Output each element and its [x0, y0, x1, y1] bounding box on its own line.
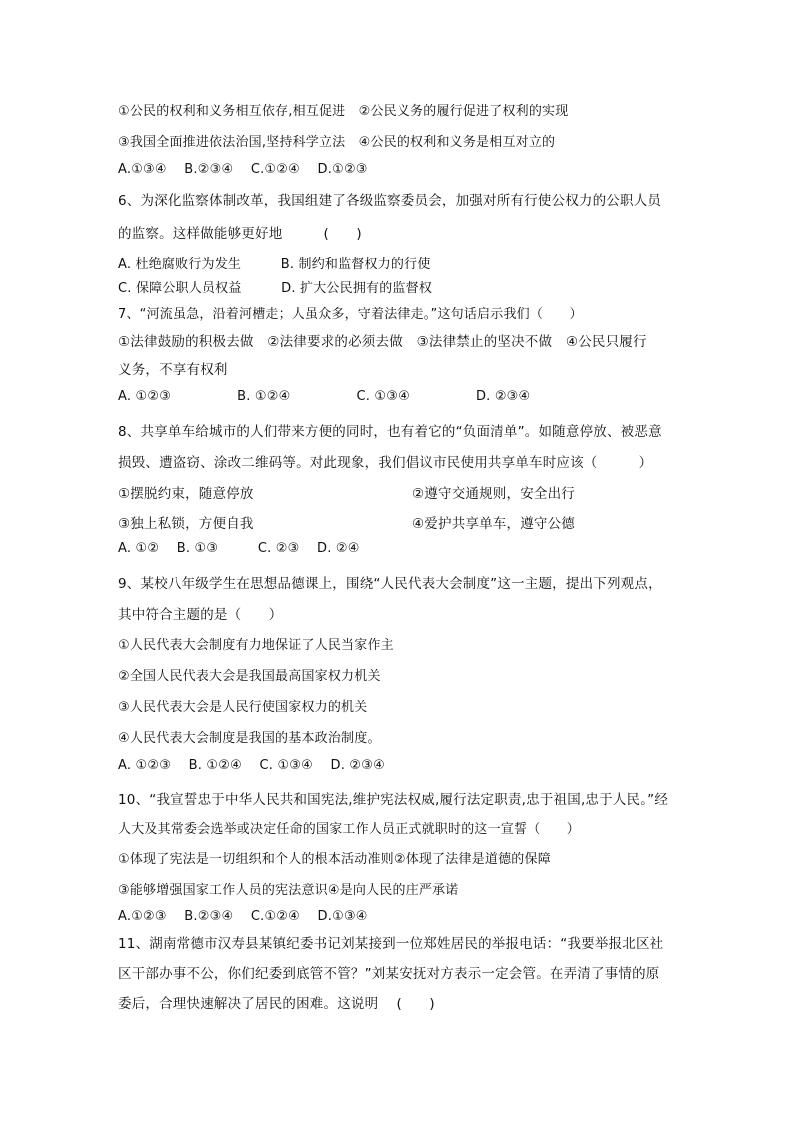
- q-choices-6-cd: C. 保障公职人员权益 D. 扩大公民拥有的监督权: [118, 281, 433, 296]
- q-option-9-4: ④人民代表大会制度是我国的基本政治制度。: [118, 731, 381, 746]
- q-options-5-2: ③我国全面推进依法治国,坚持科学立法 ④公民的权利和义务是相互对立的: [118, 135, 556, 150]
- q-option-9-3: ③人民代表大会是人民行使国家权力的机关: [118, 700, 368, 715]
- q-choices-6-ab: A. 杜绝腐败行为发生 B. 制约和监督权力的行使: [118, 257, 431, 272]
- question-10-stem-1: 10、“我宣誓忠于中华人民共和国宪法,维护宪法权威,履行法定职责,忠于祖国,忠于人民。”经: [118, 792, 669, 808]
- q-options-7-1: ①法律鼓励的积极去做 ②法律要求的必须去做 ③法律禁止的坚决不做 ④公民只履行: [118, 334, 647, 350]
- question-6-stem-2: 的监察。这样做能够更好地 ( ): [118, 226, 362, 242]
- question-7-stem: 7、“河流虽急，沿着河槽走；人虽众多，守着法律走。”这句话启示我们（ ）: [118, 307, 583, 322]
- question-11-stem-2: 区干部办事不公，你们纪委到底管不管？”刘某安抚对方表示一定会管。在弄清了事情的原: [118, 966, 660, 982]
- q-option-9-2: ②全国人民代表大会是我国最高国家权力机关: [118, 669, 381, 684]
- q-option-8-3: ③独上私锁，方便自我: [118, 516, 254, 532]
- question-11-stem-3: 委后，合理快速解决了居民的困难。这说明 ( ): [118, 996, 435, 1012]
- q-choices-7: A. ①②③ B. ①②④ C. ①③④ D. ②③④: [118, 389, 531, 404]
- question-8-stem-2: 损毁、遭盗窃、涂改二维码等。对此现象，我们倡议市民使用共享单车时应该（ ）: [118, 455, 653, 471]
- q-choices-5: A.①③④ B.②③④ C.①②④ D.①②③: [118, 162, 368, 177]
- q-options-5-1: ①公民的权利和义务相互依存,相互促进 ②公民义务的履行促进了权利的实现: [118, 104, 569, 119]
- question-9-stem-2: 其中符合主题的是（ ）: [118, 607, 283, 623]
- q-options-10-1: ①体现了宪法是一切组织和个人的根本活动准则②体现了法律是道德的保障: [118, 852, 551, 867]
- q-options-10-2: ③能够增强国家工作人员的宪法意识④是向人民的庄严承诺: [118, 883, 459, 898]
- q-option-9-1: ①人民代表大会制度有力地保证了人民当家作主: [118, 638, 394, 653]
- q-choices-10: A.①②③ B.②③④ C.①②④ D.①③④: [118, 909, 368, 924]
- q-option-8-4: ④爱护共享单车，遵守公德: [412, 516, 576, 532]
- question-6-stem-1: 6、为深化监察体制改革，我国组建了各级监察委员会，加强对所有行使公权力的公职人员: [118, 193, 662, 209]
- q-choices-9: A. ①②③ B. ①②④ C. ①③④ D. ②③④: [118, 758, 385, 773]
- q-options-7-2: 义务，不享有权利: [118, 362, 228, 378]
- q-option-8-2: ②遵守交通规则，安全出行: [412, 486, 576, 502]
- question-9-stem-1: 9、某校八年级学生在思想品德课上，围绕“人民代表大会制度”这一主题，提出下列观点，: [118, 576, 662, 592]
- q-choices-8: A. ①② B. ①③ C. ②③ D. ②④: [118, 541, 360, 556]
- question-8-stem-1: 8、共享单车给城市的人们带来方便的同时，也有着它的“负面清单”。如随意停放、被恶意: [118, 424, 662, 440]
- question-10-stem-2: 人大及其常委会选举或决定任命的国家工作人员正式就职时的这一宣誓（ ）: [118, 822, 581, 837]
- q-option-8-1: ①摆脱约束，随意停放: [118, 486, 254, 502]
- question-11-stem-1: 11、湖南常德市汉寿县某镇纪委书记刘某接到一位郑姓居民的举报电话：“我要举报北区社: [118, 936, 664, 952]
